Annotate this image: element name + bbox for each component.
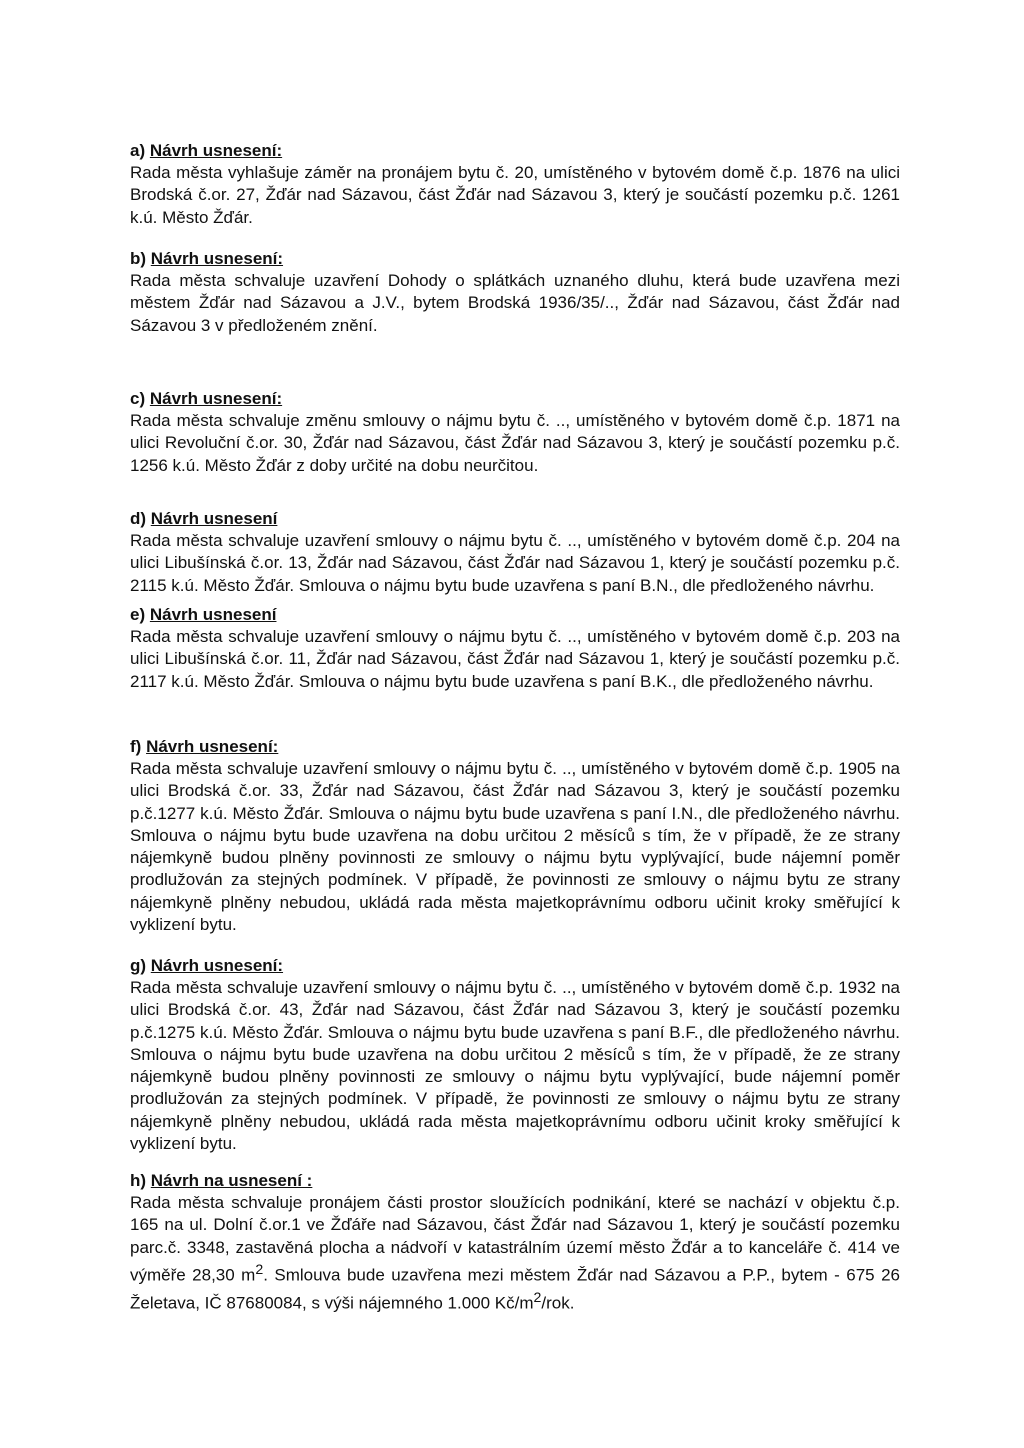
section-text: Rada města schvaluje uzavření smlouvy o nájmu bytu č. .., umístěného v bytovém domě č.p. 203 na ulici Libušínská č.or. 11, Žďár nad Sázavou, část Žďár nad Sázavou 1, který je součástí pozemku p.č. 2117 k.ú. Město Žďár. Smlouva o nájmu bytu bude uzavřena s paní B.K., dle předloženého návrhu.: [130, 627, 900, 691]
section-label: Návrh usnesení:: [150, 956, 284, 975]
section-b: [130, 248, 900, 337]
section-h: [130, 1170, 900, 1315]
section-label: Návrh usnesení: [150, 509, 278, 528]
section-f: [130, 736, 900, 936]
section-heading: [130, 1170, 900, 1192]
section-e: [130, 604, 900, 693]
section-text-part: Rada města schvaluje pronájem části prostor sloužících podnikání, které se nachází v objektu č.p. 165 na ul. Dolní č.or.1 ve Žďáře nad Sázavou, část Žďár nad Sázavou 1, který je součástí pozemku parc.č. 3348, zastavěná plocha a nádvoří v katastrálním území město Žďár a to kanceláře č. 414 ve výměře 28,30 m: [130, 1193, 900, 1285]
section-text-part: /rok.: [541, 1293, 575, 1313]
section-letter: e): [130, 605, 146, 624]
section-text-part: . Smlouva bude uzavřena mezi městem Žďár nad Sázavou a P.P., bytem - 675 26 Želetava, IČ 87680084, s výši nájemného 1.000 Kč/m: [130, 1265, 900, 1313]
section-heading: [130, 508, 900, 530]
section-letter: c): [130, 389, 146, 408]
section-heading: [130, 140, 900, 162]
section-letter: f): [130, 737, 142, 756]
section-text: Rada města schvaluje uzavření smlouvy o nájmu bytu č. .., umístěného v bytovém domě č.p. 1932 na ulici Brodská č.or. 43, Žďár nad Sázavou, část Žďár nad Sázavou 3, který je součástí pozemku p.č.1275 k.ú. Město Žďár. Smlouva o nájmu bytu bude uzavřena s paní B.F., dle předloženého návrhu. Smlouva o nájmu bytu bude uzavřena na dobu určitou 2 měsíců s tím, že v případě, že ze strany nájemkyně budou plněny povinnosti ze smlouvy o nájmu bytu vyplývající, bude nájemní poměr prodlužován za stejných podmínek. V případě, že povinnosti ze smlouvy o nájmu bytu ze strany nájemkyně plněny nebudou, ukládá rada města majetkoprávnímu odboru učinit kroky směřující k vyklizení bytu.: [130, 978, 900, 1154]
section-heading: [130, 248, 900, 270]
section-heading: [130, 388, 900, 410]
section-text: Rada města schvaluje uzavření smlouvy o nájmu bytu č. .., umístěného v bytovém domě č.p. 1905 na ulici Brodská č.or. 33, Žďár nad Sázavou, část Žďár nad Sázavou 3, který je součástí pozemku p.č.1277 k.ú. Město Žďár. Smlouva o nájmu bytu bude uzavřena s paní I.N., dle předloženého návrhu. Smlouva o nájmu bytu bude uzavřena na dobu určitou 2 měsíců s tím, že v případě, že ze strany nájemkyně budou plněny povinnosti ze smlouvy o nájmu bytu vyplývající, bude nájemní poměr prodlužován za stejných podmínek. V případě, že povinnosti ze smlouvy o nájmu bytu ze strany nájemkyně plněny nebudou, ukládá rada města majetkoprávnímu odboru učinit kroky směřující k vyklizení bytu.: [130, 759, 900, 935]
section-heading: [130, 955, 900, 977]
section-letter: g): [130, 956, 147, 975]
section-text: [130, 1192, 900, 1315]
section-text: Rada města vyhlašuje záměr na pronájem bytu č. 20, umístěného v bytovém domě č.p. 1876 na ulici Brodská č.or. 27, Žďár nad Sázavou, část Žďár nad Sázavou 3, který je součástí pozemku p.č. 1261 k.ú. Město Žďár.: [130, 163, 900, 227]
section-heading: [130, 604, 900, 626]
section-text: Rada města schvaluje změnu smlouvy o nájmu bytu č. .., umístěného v bytovém domě č.p. 1871 na ulici Revoluční č.or. 30, Žďár nad Sázavou, část Žďár nad Sázavou 3, který je součástí pozemku p.č. 1256 k.ú. Město Žďár z doby určité na dobu neurčitou.: [130, 411, 900, 475]
section-a: [130, 140, 900, 229]
section-label: Návrh usnesení:: [149, 141, 283, 160]
section-letter: b): [130, 249, 147, 268]
section-text: Rada města schvaluje uzavření Dohody o splátkách uznaného dluhu, která bude uzavřena mezi městem Žďár nad Sázavou a J.V., bytem Brodská 1936/35/.., Žďár nad Sázavou, část Žďár nad Sázavou 3 v předloženém znění.: [130, 271, 900, 335]
section-letter: h): [130, 1171, 147, 1190]
section-letter: d): [130, 509, 147, 528]
section-text: Rada města schvaluje uzavření smlouvy o nájmu bytu č. .., umístěného v bytovém domě č.p. 204 na ulici Libušínská č.or. 13, Žďár nad Sázavou, část Žďár nad Sázavou 1, který je součástí pozemku p.č. 2115 k.ú. Město Žďár. Smlouva o nájmu bytu bude uzavřena s paní B.N., dle předloženého návrhu.: [130, 531, 900, 595]
superscript: 2: [255, 1261, 264, 1278]
section-c: [130, 388, 900, 477]
section-label: Návrh usnesení:: [149, 389, 283, 408]
section-label: Návrh usnesení:: [150, 249, 284, 268]
section-g: [130, 955, 900, 1155]
section-d: [130, 508, 900, 597]
superscript: 2: [533, 1289, 542, 1306]
section-label: Návrh usnesení:: [146, 737, 279, 756]
section-label: Návrh na usnesení :: [150, 1171, 313, 1190]
section-label: Návrh usnesení: [149, 605, 277, 624]
section-heading: [130, 736, 900, 758]
section-letter: a): [130, 141, 146, 160]
